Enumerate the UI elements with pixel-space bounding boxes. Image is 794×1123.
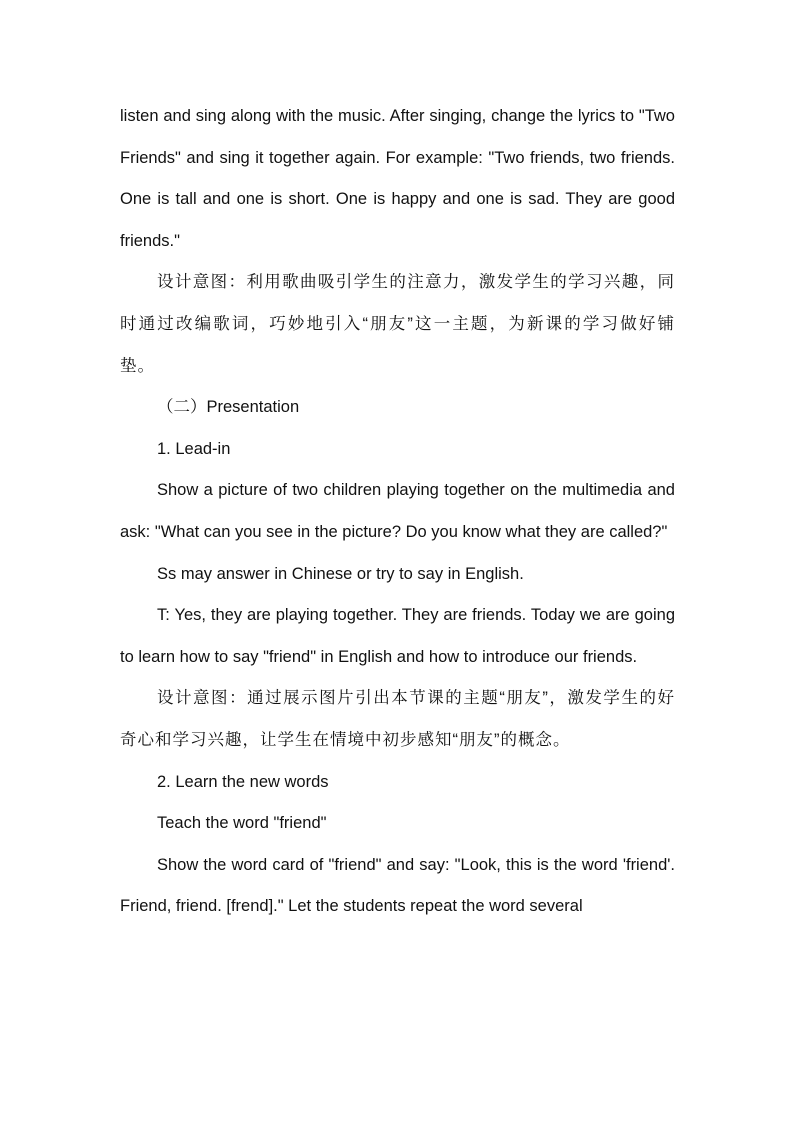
paragraph-students-answer: Ss may answer in Chinese or try to say in English. — [157, 564, 524, 583]
document-body — [120, 96, 675, 928]
section-heading-presentation: （二）Presentation — [157, 398, 300, 417]
paragraph-show-picture: Show a picture of two children playing together on the multimedia and ask: "What can you see in the picture? Do you know what they are called?" — [120, 481, 675, 541]
paragraph-design-intent-picture: 设计意图：通过展示图片引出本节课的主题“朋友”，激发学生的好奇心和学习兴趣，让学生在情境中初步感知“朋友”的概念。 — [120, 689, 675, 749]
paragraph-word-card: Show the word card of "friend" and say: "Look, this is the word 'friend'. Friend, friend. [frend]." Let the students repeat the word several — [120, 855, 675, 916]
subheading-learn-new-words: 2. Learn the new words — [157, 772, 329, 791]
paragraph-teach-word: Teach the word "friend" — [157, 814, 327, 833]
subheading-lead-in: 1. Lead-in — [157, 439, 231, 458]
paragraph-song-activity: listen and sing along with the music. After singing, change the lyrics to "Two Friends" and sing it together again. For example: "Two friends, two friends. One is tall and one is short. One is happy and one is sad. They are good friends." — [120, 107, 675, 250]
paragraph-design-intent-song: 设计意图：利用歌曲吸引学生的注意力，激发学生的学习兴趣，同时通过改编歌词，巧妙地引入“朋友”这一主题，为新课的学习做好铺垫。 — [120, 273, 675, 375]
paragraph-teacher-says: T: Yes, they are playing together. They are friends. Today we are going to learn how to say "friend" in English and how to introduce our friends. — [120, 606, 675, 666]
